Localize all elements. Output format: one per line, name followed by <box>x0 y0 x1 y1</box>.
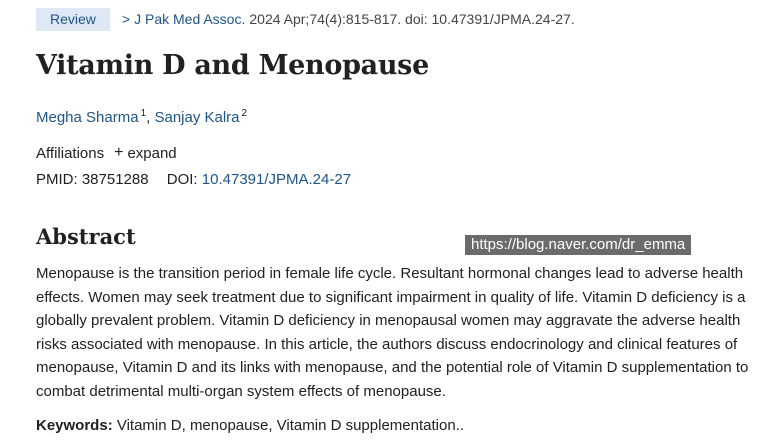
author-separator: , <box>146 109 155 126</box>
article-title: Vitamin D and Menopause <box>36 50 429 81</box>
affiliations-row <box>36 144 177 162</box>
citation-bar <box>36 7 575 31</box>
doi-label: DOI: <box>166 171 198 188</box>
expand-affiliations-button[interactable]: expand <box>127 144 177 162</box>
identifiers-row <box>36 171 351 188</box>
abstract-text: Menopause is the transition period in female life cycle. Resultant hormonal changes lead to adverse health effects. Women may seek treatment due to significant impairment in quality of life. Vitamin D deficiency is a globally prevalent problem. Vitamin D deficiency in menopausal women may aggravate the adverse health risks associated with menopause. In this article, the authors discuss endocrinology and clinical features of menopause, Vitamin D and its links with menopause, and the potential role of Vitamin D supplementation to combat detrimental multi-organ system effects of menopause. <box>36 265 749 400</box>
keywords-label: Keywords: <box>36 417 113 434</box>
pmid-label: PMID: <box>36 171 78 188</box>
chevron-right-icon: > <box>121 11 131 27</box>
keywords-value: Vitamin D, menopause, Vitamin D supplementation.. <box>116 417 464 434</box>
blog-watermark: https://blog.naver.com/dr_emma <box>465 235 691 255</box>
article-type-badge: Review <box>36 8 110 31</box>
citation-text: 2024 Apr;74(4):815-817. doi: 10.47391/JPMA.24-27. <box>249 11 575 27</box>
author-link-sanjay-kalra[interactable]: Sanjay Kalra <box>154 109 240 126</box>
doi-link[interactable]: 10.47391/JPMA.24-27 <box>201 171 352 188</box>
pmid-value: 38751288 <box>81 171 149 188</box>
keywords-row <box>36 417 464 434</box>
abstract-heading: Abstract <box>36 224 136 249</box>
affiliation-ref-2[interactable]: 2 <box>241 108 248 119</box>
affiliation-ref-1[interactable]: 1 <box>140 108 147 119</box>
journal-link[interactable]: J Pak Med Assoc. <box>134 11 246 27</box>
plus-icon[interactable]: + <box>114 144 124 161</box>
author-link-megha-sharma[interactable]: Megha Sharma <box>36 109 139 126</box>
author-list <box>36 108 247 126</box>
affiliations-label: Affiliations <box>36 144 105 162</box>
